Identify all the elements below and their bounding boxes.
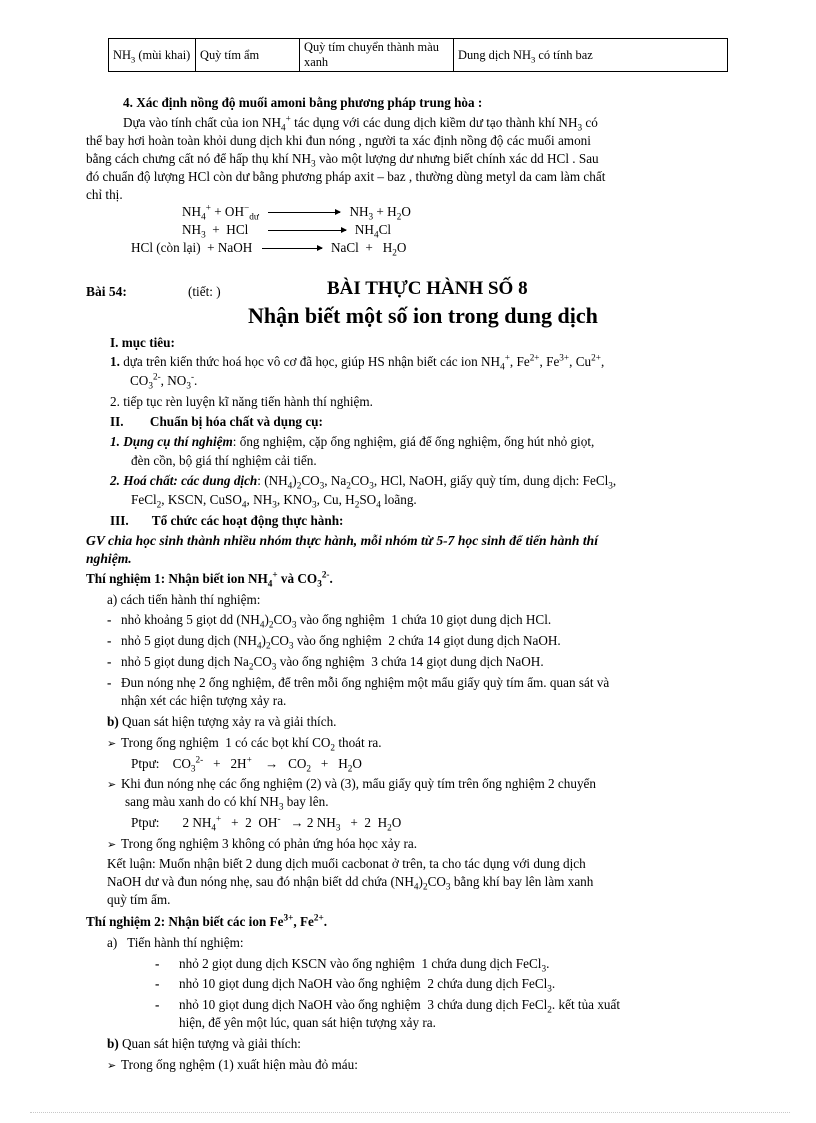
section-4-paragraph: Dựa vào tính chất của ion $NH_4^+$ tác dụng với các dung dịch kiềm dư tạo thành khí $NH_3$ có thể bay hơi hoàn toàn khỏi dung dịch khi đun nóng , người ta xác định nồng độ các muối amoni bằng cách chưng cất nó để hấp thụ khí $NH_3$ vào một lượng dư nhưng biết chính xác dd HCl . Sau đó chuẩn độ lượng HCl còn dư bằng phương pháp axit – baz , thường dùng metyl da cam làm chất chỉ thị. bbox=[86, 113, 606, 202]
section-i-heading: I. mục tiêu: bbox=[110, 335, 175, 350]
experiment-2-step-b: b) Quan sát hiện tượng và giải thích: bbox=[107, 1036, 301, 1051]
list-item: - nhỏ 10 giọt dung dịch NaOH vào ống nghiệm 2 chứa dung dịch FeCl$_3$. bbox=[155, 976, 556, 994]
observation: ➢ Khi đun nóng nhẹ các ống nghiệm (2) và (3), mẩu giấy quỳ tím trên ống nghiệm 2 chuyển bbox=[107, 776, 597, 791]
objective-1: 1. dựa trên kiến thức hoá học vô cơ đã học, giúp HS nhận biết các ion $NH_4^+$, $Fe^{2+}$, $Fe^{3+}$, $Cu^{2+}$, bbox=[110, 352, 605, 372]
experiment-1-step-a: a) cách tiến hành thí nghiệm: bbox=[107, 592, 261, 607]
section-iii-heading: III. Tổ chức các hoạt động thực hành: bbox=[110, 513, 344, 528]
arrow-bullet-icon: ➢ bbox=[107, 1060, 117, 1072]
list-item: - nhỏ khoảng 5 giọt dd $(NH_4)_2CO_3$ vào ống nghiệm 1 chứa 10 giọt dung dịch HCl. bbox=[107, 612, 552, 630]
objective-1-cont: $CO_3^{2-}$, $NO_3^-$. bbox=[130, 371, 198, 391]
section-4-heading: 4. Xác định nồng độ muối amoni bằng phương pháp trung hòa : bbox=[123, 95, 483, 110]
equation-2: $NH_3$ + HCl $NH_4Cl$ bbox=[182, 222, 392, 240]
equipment-item-cont: đèn cồn, bộ giá thí nghiệm cải tiến. bbox=[131, 453, 317, 468]
reagent-table bbox=[108, 38, 728, 72]
observation: ➢ Trong ống nghiệm 1 có các bọt khí $CO_2$ thoát ra. bbox=[107, 735, 382, 753]
chemicals-item: 2. Hoá chất: các dung dịch: $(NH_4)_2CO_3$, $Na_2CO_3$, HCl, NaOH, giấy quỳ tím, dung dịch: FeCl$_3$, bbox=[110, 473, 617, 491]
conclusion: Kết luận: Muốn nhận biết 2 dung dịch muối cacbonat ở trên, ta cho tác dụng với dung dịch bbox=[107, 856, 586, 871]
observation-cont: sang màu xanh do có khí $NH_3$ bay lên. bbox=[125, 794, 329, 812]
equation-3: HCl (còn lại) + NaOH NaCl + $H_2O$ bbox=[131, 240, 407, 258]
list-item-cont: nhận xét các hiện tượng xảy ra. bbox=[121, 693, 287, 708]
arrow-icon bbox=[268, 212, 340, 213]
conclusion-cont: NaOH dư và đun nóng nhẹ, sau đó nhận biết dd chứa $(NH_4)_2CO_3$ bằng khí bay lên làm xanh bbox=[107, 874, 594, 892]
list-item: - nhỏ 2 giọt dung dịch KSCN vào ống nghiệm 1 chứa dung dịch FeCl$_3$. bbox=[155, 956, 550, 974]
experiment-1-heading: Thí nghiệm 1: Nhận biết ion $NH_4^+$ và $CO_3^{2-}$. bbox=[86, 569, 333, 589]
equation-nh4: Ptpư: 2 $NH_4^+ + 2$ OH- → 2 $NH_3 + 2$ $H_2O$ bbox=[131, 813, 402, 833]
lesson-title: BÀI THỰC HÀNH SỐ 8 bbox=[327, 278, 528, 299]
group-note: GV chia học sinh thành nhiều nhóm thực hành, mỗi nhóm từ 5-7 học sinh để tiến hành thí bbox=[86, 533, 599, 548]
list-item: - Đun nóng nhẹ 2 ống nghiệm, để trên mỗi ống nghiệm một mẩu giấy quỳ tím ẩm. quan sát và bbox=[107, 675, 610, 690]
table-cell-phenomenon: Quỳ tím chuyển thành màu xanh bbox=[300, 39, 454, 72]
list-item-cont: hiện, để yên một lúc, quan sát hiện tượng xảy ra. bbox=[179, 1015, 436, 1030]
list-item: - nhỏ 5 giọt dung dịch $Na_2CO_3$ vào ống nghiệm 3 chứa 14 giọt dung dịch NaOH. bbox=[107, 654, 544, 672]
table-row bbox=[109, 39, 728, 72]
chemicals-item-cont: FeCl$_2$, KSCN, CuSO$_4$, $NH_3$, $KNO_3$, Cu, $H_2SO_4$ loãng. bbox=[131, 492, 417, 510]
arrow-bullet-icon: ➢ bbox=[107, 779, 117, 791]
observation: ➢ Trong ống nghệm (1) xuất hiện màu đỏ máu: bbox=[107, 1057, 358, 1072]
table-cell-substance: $NH_3$ (mùi khai) bbox=[109, 39, 196, 72]
arrow-icon bbox=[268, 230, 346, 231]
table-cell-conclusion: Dung dịch $NH_3$ có tính baz bbox=[454, 39, 728, 72]
equation-co3: Ptpư: $CO_3^{2-} + 2H^+$ → $CO_2 + H_2O$ bbox=[131, 754, 362, 774]
arrow-bullet-icon: ➢ bbox=[107, 839, 117, 851]
equation-1: $NH_4^+ + OH^-_{dư}$ $NH_3 + H_2O$ bbox=[182, 202, 411, 222]
objective-2: 2. tiếp tục rèn luyện kĩ năng tiến hành thí nghiệm. bbox=[110, 394, 373, 409]
experiment-1-step-b: b) Quan sát hiện tượng xảy ra và giải thích. bbox=[107, 714, 337, 729]
group-note-cont: nghiệm. bbox=[86, 551, 132, 566]
list-item: - nhỏ 5 giọt dung dịch $(NH_4)_2CO_3$ vào ống nghiệm 2 chứa 14 giọt dung dịch NaOH. bbox=[107, 633, 561, 651]
table-cell-reagent: Quỳ tím ẩm bbox=[196, 39, 300, 72]
list-item: - nhỏ 10 giọt dung dịch NaOH vào ống nghiệm 3 chứa dung dịch FeCl$_2$. kết tủa xuất bbox=[155, 997, 621, 1015]
observation: ➢ Trong ống nghiệm 3 không có phản ứng hóa học xảy ra. bbox=[107, 836, 418, 851]
lesson-period: (tiết: ) bbox=[188, 284, 221, 299]
experiment-2-heading: Thí nghiệm 2: Nhận biết các ion $Fe^{3+}$, $Fe^{2+}$. bbox=[86, 912, 328, 929]
section-ii-heading: II. Chuẩn bị hóa chất và dụng cụ: bbox=[110, 414, 323, 429]
page-footer-divider bbox=[30, 1112, 790, 1113]
arrow-bullet-icon: ➢ bbox=[107, 738, 117, 750]
arrow-icon bbox=[262, 248, 322, 249]
lesson-subtitle: Nhận biết một số ion trong dung dịch bbox=[248, 303, 598, 328]
lesson-number: Bài 54: bbox=[86, 284, 127, 299]
equipment-item: 1. Dụng cụ thí nghiệm: ống nghiệm, cặp ống nghiệm, giá để ống nghiệm, ống hút nhỏ giọt, bbox=[110, 434, 595, 449]
conclusion-cont: quỳ tím ẩm. bbox=[107, 892, 171, 907]
experiment-2-step-a: a) Tiến hành thí nghiệm: bbox=[107, 935, 244, 950]
